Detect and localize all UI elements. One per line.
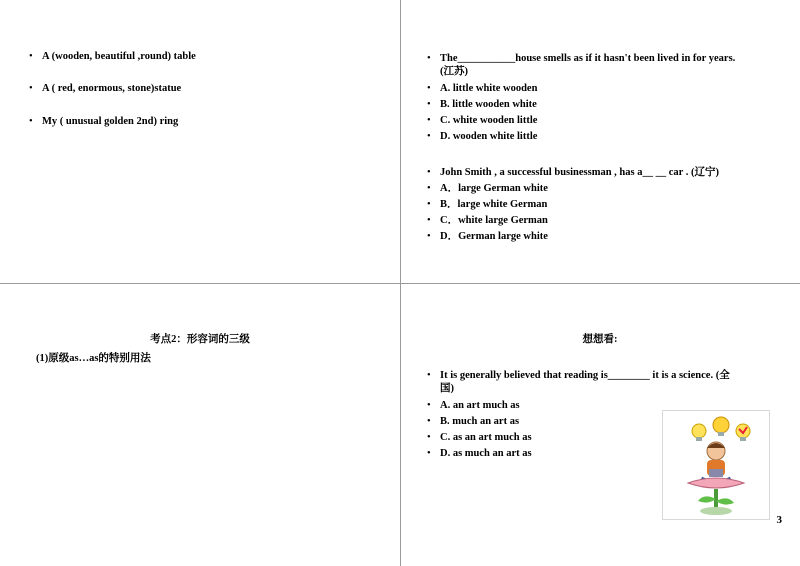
- list-item: • My ( unusual golden 2nd) ring: [42, 115, 178, 128]
- question-stem: • The___________house smells as if it hasn't been lived in for years.: [440, 52, 735, 65]
- option-b: • B. little wooden white: [440, 98, 537, 111]
- section-title: 考点2：形容词的三级: [150, 334, 250, 345]
- option-a-2: • A．large German white: [440, 182, 548, 195]
- option-d-2: • D．German large white: [440, 230, 548, 243]
- page-number: 3: [776, 514, 782, 526]
- thinking-boy-with-lightbulbs-icon: [662, 410, 770, 520]
- question-source: (江苏): [440, 66, 468, 77]
- horizontal-divider: [0, 283, 800, 284]
- option-c: • C. as an art much as: [440, 431, 532, 444]
- question-stem-2: • John Smith , a successful businessman , has a__ __ car . (辽宁): [440, 166, 719, 179]
- list-item: • A (wooden, beautiful ,round) table: [42, 50, 196, 63]
- option-a: • A. little white wooden: [440, 82, 537, 95]
- option-d: • D. as much an art as: [440, 447, 532, 460]
- section-subtitle: (1)原级as…as的特别用法: [36, 353, 151, 364]
- option-d: • D. wooden white little: [440, 130, 537, 143]
- question-source: 国): [440, 383, 454, 394]
- option-a: • A. an art much as: [440, 399, 520, 412]
- option-c: • C. white wooden little: [440, 114, 537, 127]
- section-title: 想想看:: [582, 334, 618, 345]
- list-item: • A ( red, enormous, stone)statue: [42, 82, 181, 95]
- option-c-2: • C．white large German: [440, 214, 548, 227]
- option-b: • B. much an art as: [440, 415, 519, 428]
- option-b-2: • B．large white German: [440, 198, 547, 211]
- question-stem: • It is generally believed that reading is________ it is a science. (全: [440, 369, 730, 382]
